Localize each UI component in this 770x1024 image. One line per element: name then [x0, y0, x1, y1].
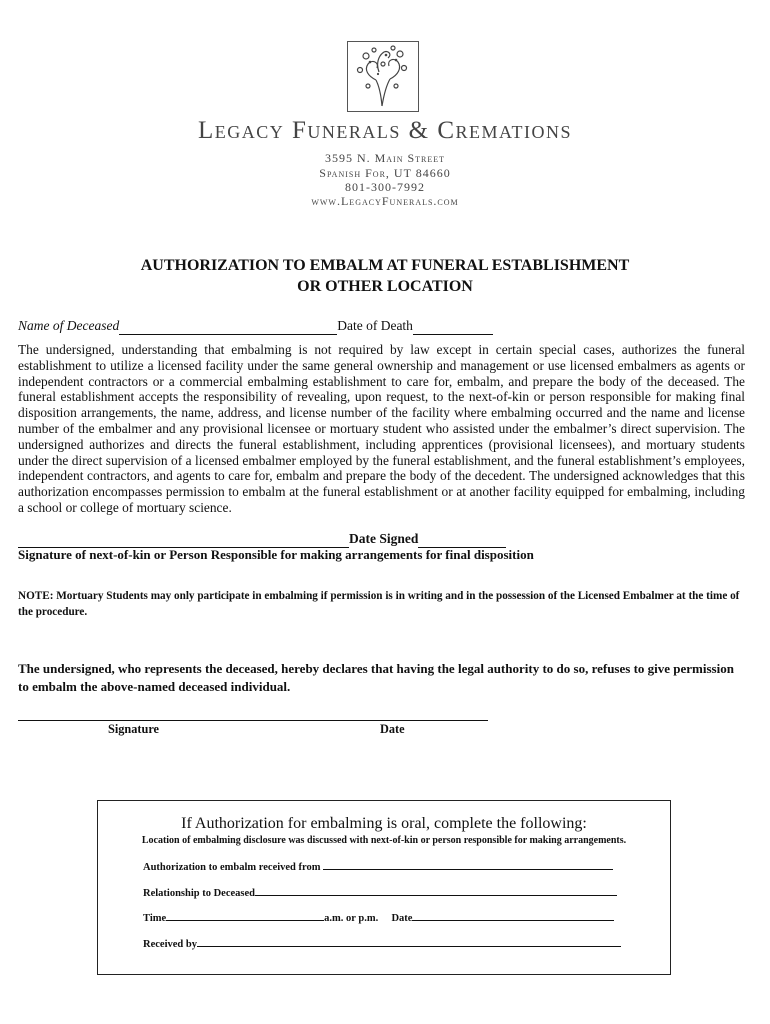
mortuary-note: NOTE: Mortuary Students may only participate in embalming if permission is in writing and in the possession of the Licensed Embalmer at the time of the procedure.	[18, 590, 740, 618]
refusal-signature-line[interactable]	[18, 720, 488, 721]
company-logo	[347, 41, 419, 112]
date-signed-field[interactable]	[418, 531, 506, 548]
name-of-deceased-label: Name of Deceased	[18, 318, 120, 333]
relationship-field[interactable]	[255, 886, 617, 896]
received-from-row	[143, 860, 613, 873]
relationship-label: Relationship to Deceased	[143, 888, 255, 899]
received-by-label: Received by	[143, 939, 197, 950]
deceased-row	[18, 318, 493, 335]
oral-authorization-box	[97, 800, 671, 975]
refusal-statement: The undersigned, who represents the deceased, hereby declares that having the legal authority to do so, refuses to give permission to embalm the above-named deceased individual.	[18, 661, 734, 694]
received-by-row	[143, 937, 621, 950]
company-website: www.LegacyFunerals.com	[311, 194, 459, 208]
company-street: 3595 N. Main Street	[324, 151, 446, 165]
relationship-row	[143, 886, 617, 899]
time-field[interactable]	[166, 911, 324, 921]
date-of-death-field[interactable]	[413, 318, 493, 335]
signature-caption: Signature of next-of-kin or Person Responsible for making arrangements for final disposition	[18, 547, 534, 562]
form-title-line2: OR OTHER LOCATION	[297, 278, 473, 295]
oral-box-subtitle: Location of embalming disclosure was discussed with next-of-kin or person responsible for making arrangements.	[141, 835, 627, 846]
company-city: Spanish For, UT 84660	[319, 166, 451, 180]
authorization-paragraph: The undersigned, understanding that embalming is not required by law except in certain special cases, authorizes the funeral establishment to utilize a licensed facility under the same general ownership and management or use licensed embalmers as agents or independent contractors or a commercial embalming establishment to care for, embalm, and prepare the body of the deceased. The funeral establishment accepts the responsibility of revealing, upon request, to the next-of-kin or person responsible for making final disposition arrangements, the name, address, and license number of the facility where embalming occurred and the name and license number of the embalmer and any provisional licensee or mortuary student who assisted under the embalmer’s direct supervision. The undersigned authorizes and directs the funeral establishment, including apprentices (provisional licensees), and mortuary students under the direct supervision of a licensed embalmer employed by the funeral establishment, and the funeral establishment’s employees, independent contractors, and agents to care for, embalm and prepare the body of the decedent. The undersigned acknowledges that this authorization encompasses permission to embalm at the funeral establishment or at another facility equipped for embalming, including a school or college of mortuary science.	[18, 342, 745, 515]
date-signed-row	[18, 531, 506, 548]
received-from-field[interactable]	[323, 860, 613, 870]
oral-date-label: Date	[391, 913, 413, 924]
received-by-field[interactable]	[197, 937, 621, 947]
time-date-row	[143, 911, 614, 924]
tree-logo-icon	[348, 42, 417, 110]
name-of-deceased-field[interactable]	[119, 318, 337, 335]
company-phone: 801-300-7992	[345, 180, 425, 194]
date-of-death-label: Date of Death	[337, 318, 413, 333]
form-title-line1: AUTHORIZATION TO EMBALM AT FUNERAL ESTABLISHMENT	[140, 257, 630, 274]
company-name: Legacy Funerals & Cremations	[197, 117, 573, 144]
next-of-kin-signature-field[interactable]	[18, 531, 349, 548]
time-label: Time	[143, 913, 167, 924]
oral-box-title: If Authorization for embalming is oral, complete the following:	[181, 815, 587, 832]
ampm-label: a.m. or p.m.	[324, 913, 379, 924]
received-from-label: Authorization to embalm received from	[143, 862, 321, 873]
oral-date-field[interactable]	[412, 911, 614, 921]
signature-label: Signature	[108, 722, 160, 736]
date-label: Date	[380, 722, 405, 736]
date-signed-label: Date Signed	[349, 531, 419, 546]
